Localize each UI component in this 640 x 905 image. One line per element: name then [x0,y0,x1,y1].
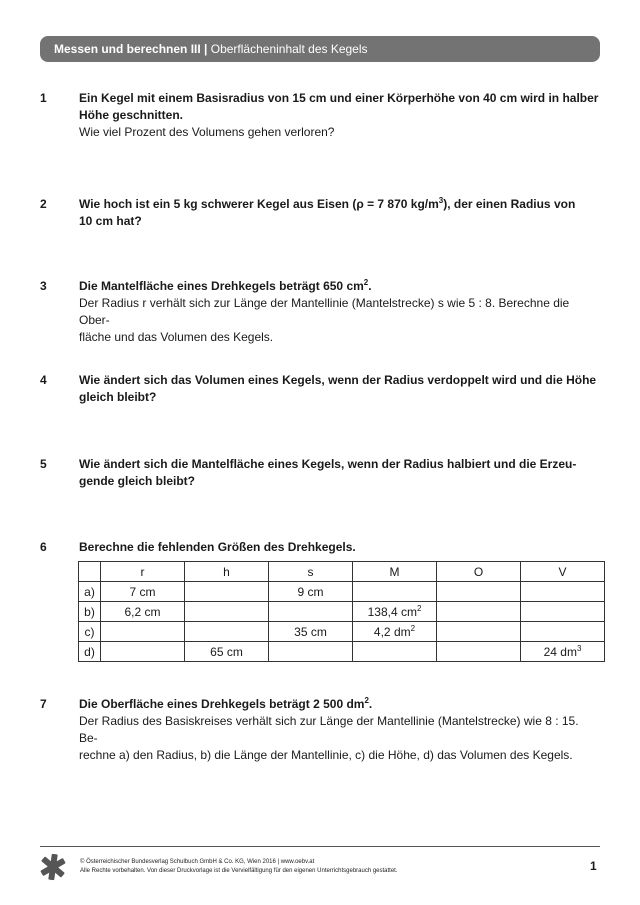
publisher-star-logo-icon [38,852,68,882]
row-label: d) [79,642,101,662]
task-text: gleich bleibt? [79,390,157,404]
table-header-cell: O [437,562,521,582]
task-text: Wie hoch ist ein 5 kg schwerer Kegel aus Eisen (ρ = 7 870 $kg/m^3$), der einen Radius von [79,196,576,211]
table-cell [185,622,269,642]
task-text: gende gleich bleibt? [79,474,196,488]
task-text: Wie ändert sich die Mantelfläche eines Kegels, wenn der Radius halbiert und die Erzeu- [79,457,577,471]
table-cell: 4,2 $dm^2$ [353,622,437,642]
task-text: Die Mantelfläche eines Drehkegels beträgt 650 $cm^2$. [79,278,372,293]
table-cell: 138,4 $cm^2$ [353,602,437,622]
task-text: Der Radius des Basiskreises verhält sich zur Länge der Mantellinie (Mantelstrecke) wie 8 : 15. Be- [79,714,579,745]
table-cell [521,622,605,642]
copyright-line: © Österreichischer Bundesverlag Schulbuch GmbH & Co. KG, Wien 2016 | www.oebv.at [80,859,315,865]
table-cell [437,622,521,642]
table-cell: 65 cm [185,642,269,662]
table-cell [185,582,269,602]
task-text: Wie viel Prozent des Volumens gehen verloren? [79,125,335,139]
table-header-cell: r [101,562,185,582]
table-row [79,642,605,662]
table-cell [353,582,437,602]
table-cell [269,602,353,622]
table-cell [437,642,521,662]
table-row [79,622,605,642]
task-text: Berechne die fehlenden Größen des Drehkegels. [79,540,356,554]
task-text: Ein Kegel mit einem Basisradius von 15 cm und einer Körperhöhe von 40 cm wird in halber [79,91,599,105]
table-cell: 7 cm [101,582,185,602]
row-label: a) [79,582,101,602]
table-cell [101,622,185,642]
table-header-cell: V [521,562,605,582]
task-number: 6 [40,540,47,554]
task-text: fläche und das Volumen des Kegels. [79,330,274,344]
table-row [79,602,605,622]
task-text: Wie ändert sich das Volumen eines Kegels, wenn der Radius verdoppelt wird und die Höhe [79,373,597,387]
table-cell: 35 cm [269,622,353,642]
rights-line: Alle Rechte vorbehalten. Von dieser Druckvorlage ist die Vervielfältigung für den eigenen Unterrichtsgebrauch gestattet. [80,868,398,874]
page-header [40,36,600,62]
table-cell: 24 $dm^3$ [521,642,605,662]
task-number: 4 [40,373,47,387]
table-cell [185,602,269,622]
table-cell [101,642,185,662]
table-header-cell: M [353,562,437,582]
table-cell [521,602,605,622]
table-row [79,582,605,602]
table-header-cell [79,562,101,582]
cone-values-table [78,561,605,662]
table-cell [437,582,521,602]
task-text: Höhe geschnitten. [79,108,184,122]
task-text: Der Radius r verhält sich zur Länge der Mantellinie (Mantelstrecke) s wie 5 : 8. Berechne die Ober- [79,296,570,327]
page-number: 1 [590,859,597,873]
copyright-notice [80,858,398,876]
header-subtitle: Oberflächeninhalt des Kegels [210,42,368,56]
table-cell: 6,2 cm [101,602,185,622]
task-number: 3 [40,279,47,293]
task-number: 2 [40,197,47,211]
task-number: 7 [40,697,47,711]
table-header-cell: h [185,562,269,582]
table-cell [521,582,605,602]
table-cell [353,642,437,662]
task-text: Die Oberfläche eines Drehkegels beträgt 2 500 $dm^2$. [79,696,373,711]
table-cell: 9 cm [269,582,353,602]
row-label: b) [79,602,101,622]
task-number: 5 [40,457,47,471]
header-title: Messen und berechnen III [54,42,201,56]
table-cell [269,642,353,662]
table-header-row [79,562,605,582]
footer-divider [40,846,600,847]
task-number: 1 [40,91,47,105]
task-text: 10 cm hat? [79,214,142,228]
table-cell [437,602,521,622]
task-text: rechne a) den Radius, b) die Länge der Mantellinie, c) die Höhe, d) das Volumen des Kegels. [79,748,573,762]
header-separator: | [204,42,208,56]
table-header-cell: s [269,562,353,582]
row-label: c) [79,622,101,642]
